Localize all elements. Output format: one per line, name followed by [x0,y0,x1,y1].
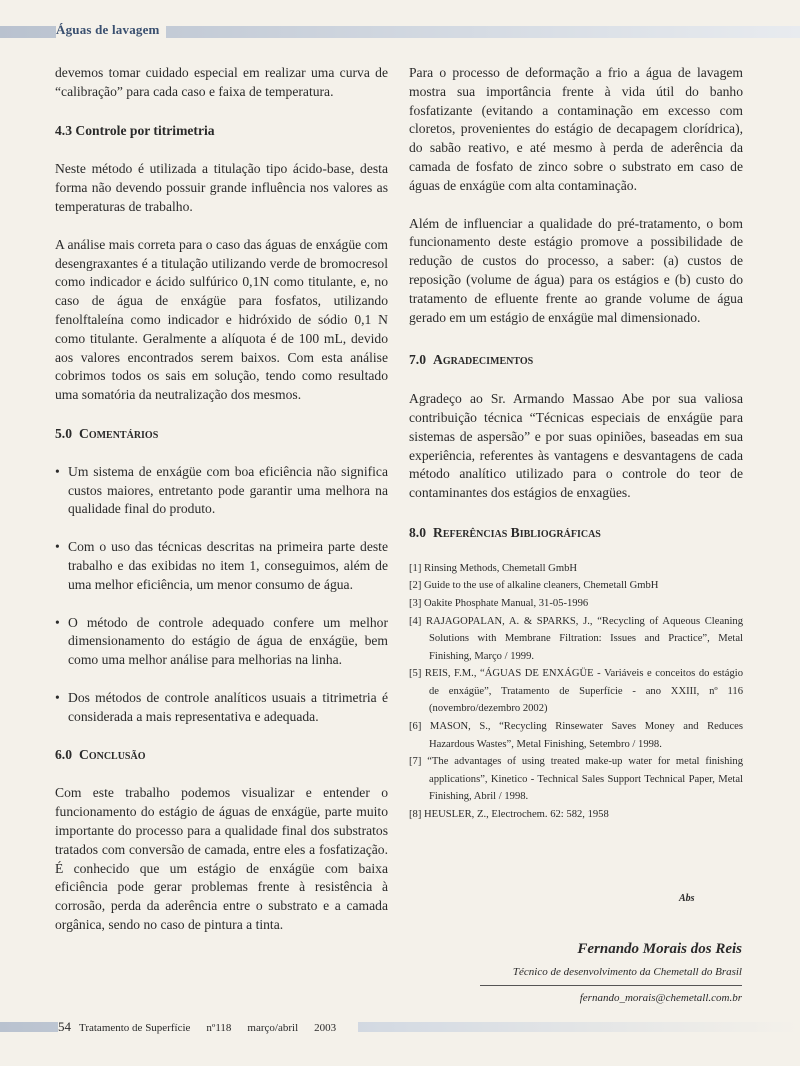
section-number: 8.0 [409,524,426,540]
paragraph: Agradeço ao Sr. Armando Massao Abe por sua valiosa contribuição técnica “Técnicas especiais de enxágüe para sistemas de aspersão” e por suas opiniões, baseadas em sua experiência, referentes às vantagens e desvantagens de cada método analítico utilizado para o controle do teor de contaminantes dos estágios de enxagües. [409,391,743,501]
bullet-icon: • [55,463,60,479]
list-item: • Um sistema de enxágüe com boa eficiência não significa custos maiores, entretanto pode garantir uma melhora na qualidade final do produto. [55,463,388,517]
reference-item: [5] REIS, F.M., “ÁGUAS DE ENXÁGÜE - Variáveis e conceitos do estágio de enxágüe”, Tratamento de Superfície - ano XXIII, nº 116 (novembro/dezembro 2002) [409,668,743,715]
issue-number: nº118 [206,1022,232,1034]
issue-months: março/abril [247,1022,299,1034]
right-column [409,64,743,824]
reference-item: [1] Rinsing Methods, Chemetall GmbH [409,562,578,574]
running-head: Águas de lavagem [56,22,166,38]
bullet-icon: • [55,539,60,555]
reference-item: [3] Oakite Phosphate Manual, 31-05-1996 [409,597,589,609]
reference-item: [8] HEUSLER, Z., Electrochem. 62: 582, 1958 [409,809,609,821]
paragraph: Além de influenciar a qualidade do pré-tratamento, o bom funcionamento deste estágio promove a possibilidade de redução de custos do processo, a saber: (a) custos de reposição (volume de água) para os estágios e (b) custo do tratamento de efluente frente ao grande volume de água gerado em um estágio de enxágüe mal dimensionado. [409,215,743,325]
author-name: Fernando Morais dos Reis [577,941,742,957]
section-number: 6.0 [55,746,72,762]
paragraph: Com este trabalho podemos visualizar e entender o funcionamento do estágio de águas de enxágüe, parte muito importante do processo para a qualidade final dos substratos tratados com conversão de camada, entre eles a fosfatização. É conhecido que um estágio de enxágüe com baixa eficiência pode gerar problemas frente à resistência à corrosão, perda da aderência entre o substrato e a camada orgânica, sendo no caso de pintura a tinta. [55,785,388,932]
author-email: fernando_morais@chemetall.com.br [579,992,742,1004]
journal-name: Tratamento de Superfície [79,1022,191,1034]
section-heading-7 [409,351,743,370]
page-footer [58,1019,358,1035]
page-number: 54 [58,1019,71,1034]
signature-divider [480,985,742,986]
reference-item: [6] MASON, S., “Recycling Rinsewater Saves Money and Reduces Hazardous Wastes”, Metal Finishing, Setembro / 1998. [409,721,743,750]
paragraph: Para o processo de deformação a frio a água de lavagem mostra sua importância frente à vida útil do banho fosfatizante (evitando a contaminação em excesso com cloretos, provenientes do estágio de decapagem clorídrica), do sabão reativo, e até mesmo à perda de aderência da camada de fosfato de zinco sobre o substrato em caso de águas de enxágüe com alta contaminação. [409,65,743,193]
bullet-icon: • [55,614,60,630]
comments-list [55,463,388,727]
section-title: Referências Bibliográficas [433,524,601,540]
author-role: Técnico de desenvolvimento da Chemetall do Brasil [512,966,742,978]
section-number: 7.0 [409,352,426,368]
section-heading-8 [409,524,743,543]
section-title: Agradecimentos [433,352,534,368]
issue-year: 2003 [314,1022,337,1034]
reference-item: [2] Guide to the use of alkaline cleaners, Chemetall GmbH [409,580,659,592]
section-title: Comentários [79,425,159,441]
list-item: • Com o uso das técnicas descritas na primeira parte deste trabalho e das exibidas no item 1, conseguimos, além de uma melhor eficiência, um menor consumo de água. [55,539,388,592]
reference-item: [7] “The advantages of using treated make-up water for metal finishing applications”, Kinetico - Technical Sales Support Technical Paper, Metal Finishing, Abril / 1998. [409,756,743,803]
paragraph: devemos tomar cuidado especial em realizar uma curva de “calibração” para cada caso e faixa de temperatura. [55,65,388,99]
section-heading-5 [55,425,388,444]
author-initials: Abs [679,893,695,904]
references-list [409,560,743,824]
section-heading-6 [55,746,388,765]
left-column [55,64,388,935]
paragraph: A análise mais correta para o caso das águas de enxágüe com desengraxantes é a titulação utilizando verde de bromocresol como indicador e ácido sulfúrico 0,1N como titulante, e, no caso de água de enxágüe para fosfatos, utilizando fenolftaleína como indicador e hidróxido de sódio 0,1 N como titulante. Geralmente a alíquota é de 100 mL, devido aos valores encontrados serem baixos. Com esta análise cobrimos todos os sais em solução, tendo como resultado uma somatória da neutralização dos mesmos. [55,236,388,403]
reference-item: [4] RAJAGOPALAN, A. & SPARKS, J., “Recycling of Aqueous Cleaning Solutions with Membrane Filtration: Issues and Practice”, Metal Finishing, Março / 1999. [409,615,743,662]
bullet-icon: • [55,689,60,705]
section-heading-4-3: 4.3 Controle por titrimetria [55,122,215,138]
section-title: Conclusão [79,746,146,762]
section-number: 5.0 [55,425,72,441]
list-item: • Dos métodos de controle analíticos usuais a titrimetria é considerada a mais representativa e adequada. [55,689,388,724]
paragraph: Neste método é utilizada a titulação tipo ácido-base, desta forma não devendo possuir grande influência nos valores as temperaturas de trabalho. [55,161,388,214]
list-item: • O método de controle adequado confere um melhor dimensionamento do estágio de água de enxágüe, bem como uma melhor análise para melhorias na linha. [55,614,388,668]
